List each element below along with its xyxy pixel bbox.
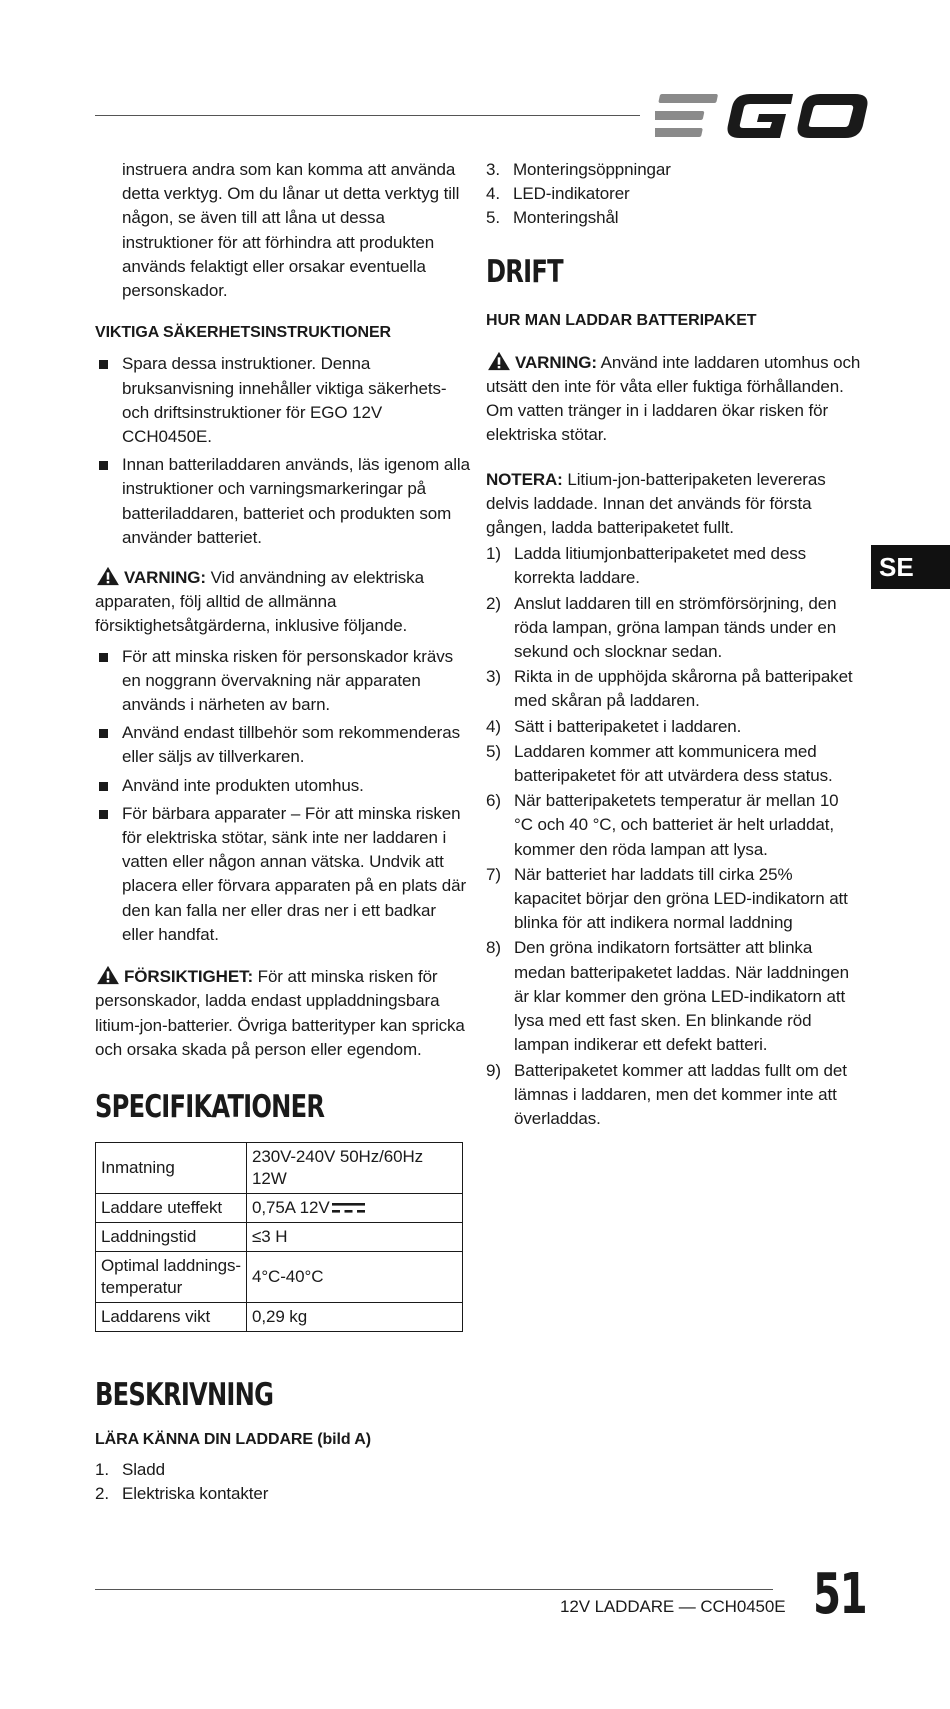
charge-heading: HUR MAN LADDAR BATTERIPAKET [486,311,757,329]
language-tab: SE [871,545,950,589]
bullet-square-icon [99,810,108,819]
bullet-square-icon [99,653,108,662]
note-paragraph [486,468,861,541]
list-item: 3) Rikta in de upphöjda skårorna på batteripaket med skåran på laddaren. [486,667,853,711]
right-column [486,158,861,1132]
list-item: 1. Sladd [95,1460,165,1480]
ego-logo [655,90,870,142]
header-rule [95,115,640,116]
drift-title: DRIFT [486,253,563,290]
intro-paragraph: instruera andra som kan komma att använda detta verktyg. Om du lånar ut detta verktyg till någon, se även till att låna ut dessa instruktioner för att förhindra att produkten används felaktigt eller orsakar eventuella personskador. [122,160,460,301]
spec-key: Inmatning [96,1142,247,1193]
warning-label: VARNING: [124,568,206,588]
spec-key: Optimal laddnings-temperatur [96,1251,247,1302]
bullet-square-icon [99,729,108,738]
spec-key: Laddare uteffekt [96,1193,247,1222]
list-item: För att minska risken för personskador krävs en noggrann övervakning när apparaten används i närheten av barn. [95,645,470,718]
parts-list-continued [486,158,861,231]
list-item: 2) Anslut laddaren till en strömförsörjning, den röda lampan, gröna lampan tänds under en sekund och slocknar sedan. [486,593,837,662]
spec-value: 230V-240V 50Hz/60Hz 12W [247,1142,463,1193]
caution-notice [95,965,470,1062]
caution-label: FÖRSIKTIGHET: [124,967,254,987]
note-label: NOTERA: [486,469,563,489]
warning-text: Vid användning av elektriska apparaten, följ alltid de allmänna försiktighetsåtgärderna, inklusive följande. [95,568,424,636]
page-number: 51 [813,1562,867,1627]
spec-value: ≤3 H [247,1222,463,1251]
table-row [96,1193,463,1222]
list-item: För bärbara apparater – För att minska risken för elektriska stötar, sänk inte ner laddaren i vatten eller någon annan vätska. Undvik att placera eller förvara apparaten på en plats där den kan falla ner eller dras ner i ett badkar eller handfat. [95,802,470,947]
note-text: Litium-jon-batteripaketen levereras delvis laddade. Innan det används för första gången, ladda batteripaketet fullt. [486,469,826,538]
list-item: 7) När batteriet har laddats till cirka 25% kapacitet börjar den gröna LED-indikatorn att blinka för att indikera normal laddning [486,864,848,933]
description-subheading: LÄRA KÄNNA DIN LADDARE (bild A) [95,1430,371,1448]
list-item: 4. LED-indikatorer [486,184,630,204]
footer-rule [95,1589,773,1590]
safety-bullet-list [95,352,470,550]
spec-value: 0,75A 12V [247,1193,463,1222]
left-column [95,158,470,1507]
spec-title: SPECIFIKATIONER [95,1088,325,1125]
spec-value: 0,29 kg [247,1302,463,1331]
list-item: Spara dessa instruktioner. Denna bruksanvisning innehåller viktiga säkerhets- och driftsinstruktioner för EGO 12V CCH0450E. [95,352,470,449]
list-item: 5) Laddaren kommer att kommunicera med batteripaketet för att utvärdera dess status. [486,741,833,786]
list-item: 1) Ladda litiumjonbatteripaketet med dess korrekta laddare. [486,544,806,588]
list-item: 6) När batteripaketets temperatur är mellan 10 °C och 40 °C, och batteriet är helt urladdat, kommer den röda lampan att lysa. [486,791,839,859]
table-row [96,1302,463,1331]
spec-table [95,1142,463,1332]
list-item: 5. Monteringshål [486,208,619,228]
parts-list [95,1458,470,1506]
table-row [96,1251,463,1302]
warning-triangle-icon [95,566,121,586]
warning-bullet-list [95,645,470,947]
warning-triangle-icon [486,351,512,371]
list-item: 4) Sätt i batteripaketet i laddaren. [486,716,742,736]
warning-text: Använd inte laddaren utomhus och utsätt den inte för våta eller fuktiga förhållanden. Om vatten tränger in i laddaren ökar risken för elektriska stötar. [486,352,861,445]
dc-current-icon [332,1201,365,1215]
spec-value: 4°C-40°C [247,1251,463,1302]
safety-heading: VIKTIGA SÄKERHETSINSTRUKTIONER [95,324,391,342]
table-row [96,1142,463,1193]
charging-steps-list [486,542,861,1131]
list-item: 9) Batteripaketet kommer att laddas fullt om det lämnas i laddaren, men det kommer inte att överladdas. [486,1060,847,1128]
list-item: 2. Elektriska kontakter [95,1484,269,1504]
list-item: Använd endast tillbehör som rekommenderas eller säljs av tillverkaren. [95,721,470,769]
bullet-square-icon [99,782,108,791]
warning-label: VARNING: [515,352,597,372]
warning-notice [486,351,861,448]
list-item: 8) Den gröna indikatorn fortsätter att blinka medan batteripaketet laddas. När laddningen är klar kommer den gröna LED-indikatorn att lysa med ett fast sken. En blinkande röd lampan indikerar ett defekt batteri. [486,938,849,1055]
warning-triangle-icon [95,965,121,985]
caution-text: För att minska risken för personskador, ladda endast uppladdningsbara litium-jon-batterier. Övriga batterityper kan spricka och orsaka skada på person eller egendom. [95,967,465,1059]
footer-text: 12V LADDARE — CCH0450E [560,1597,786,1616]
warning-notice [95,566,470,639]
description-title: BESKRIVNING [95,1376,274,1413]
list-item: Använd inte produkten utomhus. [95,774,470,798]
spec-key: Laddningstid [96,1222,247,1251]
bullet-square-icon [99,461,108,470]
spec-key: Laddarens vikt [96,1302,247,1331]
list-item: Innan batteriladdaren används, läs igenom alla instruktioner och varningsmarkeringar på batteriladdaren, batteriet och produkten som använder batteriet. [95,453,470,550]
table-row [96,1222,463,1251]
list-item: 3. Monteringsöppningar [486,160,671,179]
bullet-square-icon [99,360,108,369]
